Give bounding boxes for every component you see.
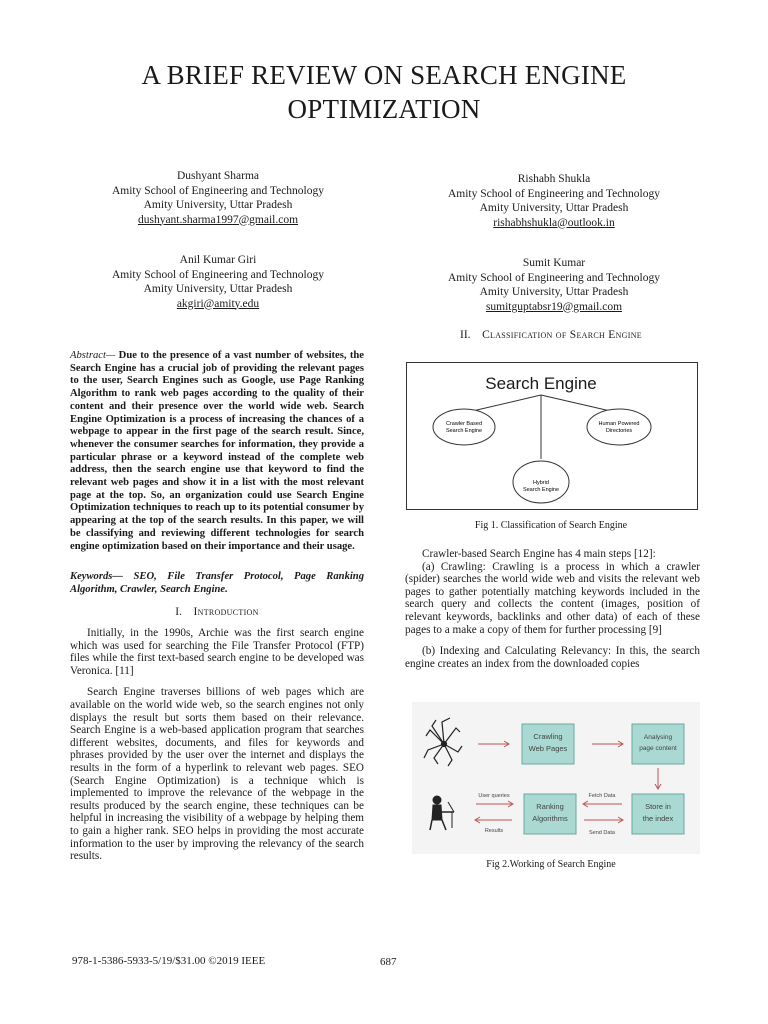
arrow-icon: [478, 741, 509, 747]
box-analysing-label-2: page content: [639, 745, 677, 752]
author-university: Amity University, Uttar Pradesh: [143, 199, 293, 211]
author-affiliation: Amity School of Engineering and Technology: [111, 268, 324, 281]
box-ranking-label-2: Algorithms: [532, 814, 568, 823]
paper-title: [60, 58, 708, 126]
crawler-paragraphs: [405, 548, 700, 670]
user-at-desk-icon: [430, 796, 454, 830]
fig1-node-human: [587, 409, 651, 445]
author-block-1: [68, 169, 368, 227]
arrow-icon: [476, 801, 513, 807]
author-name: Sumit Kumar: [522, 257, 586, 269]
fig1-node-crawler-label-2: Search Engine: [445, 428, 483, 434]
box-ranking-label-1: Ranking: [536, 802, 564, 811]
figure-2-caption: Fig 2.Working of Search Engine: [486, 859, 616, 870]
section-number: II.: [460, 329, 471, 341]
box-crawling-label-1: Crawling: [533, 732, 563, 741]
box-crawling-label-2: Web Pages: [528, 744, 568, 753]
arrow-icon: [584, 817, 623, 823]
fig1-title: Search Engine: [485, 374, 597, 393]
author-email-link[interactable]: akgiri@amity.edu: [176, 297, 260, 310]
section-number: I.: [175, 606, 182, 618]
box-store-label-2: the index: [642, 814, 674, 823]
arrow-left-icon: [475, 817, 512, 823]
figure-1-diagram: [407, 363, 697, 509]
label-results: Results: [484, 828, 504, 834]
author-name: Rishabh Shukla: [517, 173, 591, 185]
section-heading-introduction: [70, 606, 364, 618]
author-block-3: [68, 253, 368, 311]
author-university: Amity University, Uttar Pradesh: [479, 286, 629, 298]
author-name: Dushyant Sharma: [176, 170, 260, 182]
author-block-2: [404, 172, 704, 230]
fig1-node-hybrid-label-1: Hybrid: [533, 480, 549, 486]
section-title: Introduction: [193, 606, 259, 618]
figure-1-caption: Fig 1. Classification of Search Engine: [474, 520, 628, 531]
intro-paragraphs: [70, 627, 364, 863]
crawler-intro-paragraph: Crawler-based Search Engine has 4 main steps [12]:: [422, 548, 656, 560]
box-analysing-page-content: [632, 724, 684, 764]
indexing-paragraph: (b) Indexing and Calculating Relevancy: In this, the search engine creates an index from the downloaded copies: [405, 645, 700, 670]
figure-2-working: [412, 702, 700, 854]
section-heading-classification: [404, 329, 698, 341]
fig1-node-human-label-2: Directories: [605, 428, 633, 434]
author-affiliation: Amity School of Engineering and Technology: [111, 184, 324, 197]
author-email-link[interactable]: rishabhshukla@outlook.in: [493, 216, 615, 229]
abstract-label: Abstract—: [70, 350, 116, 361]
fig1-node-crawler: [433, 409, 495, 445]
fig1-node-hybrid-label-2: Search Engine: [522, 487, 560, 493]
box-analysing-label-1: Analysing: [643, 734, 673, 741]
abstract-text: Due to the presence of a vast number of websites, the Search Engine has a crucial job of providing the relevant pages to the user, Search Engines such as Google, use Page Ranking Algorithm to rank web pages according to the quality of their content and their presence over the world wide web. Search Engine Optimization is a process of increasing the chances of a webpage to appear in the first page of the search result. Since, whenever the consumer searches for information, they provide a particular phrase or a keyword instead of the complete web address, then the search engine use that keyword to find the relevant web pages and show it in a list with the most relevant page at the top. So, an organization could use Search Engine Optimization techniques to reach up to its potential consumer by appearing at the top of the search results. In this paper, we will be classifying and reviewing different technologies for search engine optimization based on their importance and their usage.: [70, 350, 364, 552]
label-fetch-data: Fetch Data: [588, 793, 616, 799]
arrow-down-icon: [655, 768, 661, 789]
arrow-icon: [592, 741, 623, 747]
box-store-label-1: Store in: [645, 802, 671, 811]
author-block-4: [404, 256, 704, 314]
label-user-queries: User queries: [478, 793, 510, 799]
author-email-link[interactable]: dushyant.sharma1997@gmail.com: [137, 213, 299, 226]
fig1-node-human-label-1: Human Powered: [598, 421, 640, 427]
title-line-2: OPTIMIZATION: [287, 94, 481, 124]
author-name: Anil Kumar Giri: [179, 254, 257, 266]
figure-1-classification: [406, 362, 698, 510]
keywords: Keywords— SEO, File Transfer Protocol, Page Ranking Algorithm, Crawler, Search Engine.: [70, 571, 364, 595]
author-university: Amity University, Uttar Pradesh: [479, 202, 629, 214]
title-line-1: A BRIEF REVIEW ON SEARCH ENGINE: [141, 60, 627, 90]
page-number: 687: [380, 956, 397, 968]
crawling-paragraph: (a) Crawling: Crawling is a process in which a crawler (spider) searches the world wide web and visits the relevant web pages to gather potentially matching keywords included in the search query and collects the content (images, position of relevant keywords, backlinks and other data) of each of these pages to a make a copy of them for further processing [9]: [405, 560, 700, 636]
figure-2-diagram: [412, 702, 700, 854]
author-affiliation: Amity School of Engineering and Technology: [447, 271, 660, 284]
intro-paragraph-1: Initially, in the 1990s, Archie was the first search engine which was used for searching the File Transfer Protocol (FTP) files while the first text-based search engine to be developed was Veronica. [11]: [70, 627, 364, 677]
label-send-data: Send Data: [589, 830, 615, 836]
fig1-node-crawler-label-1: Crawler Based: [445, 421, 483, 427]
abstract: [70, 350, 364, 553]
arrow-left-icon: [583, 801, 622, 807]
section-title: Classification of Search Engine: [482, 329, 642, 341]
spider-icon: [424, 718, 462, 766]
footer-isbn: 978-1-5386-5933-5/19/$31.00 ©2019 IEEE: [72, 955, 266, 967]
author-email-link[interactable]: sumitguptabsr19@gmail.com: [485, 300, 623, 313]
intro-paragraph-2: Search Engine traverses billions of web pages which are available on the world wide web, so the search engines not only displays the result but sorts them based on their relevance. Search Engine is a web-based application program that searches different websites, documents, and files for keywords and phrases provided by the user over the internet and displays the results in the form of a hyperlink to relevant web pages. SEO (Search Engine Optimization) is a technique which is implemented to improve the relevance of the webpage in the results produced by the search engine, these techniques can be helpful in increasing the visibility of a webpage by helping them to gain a higher rank. SEO helps in providing the most accurate information to the user by improving the relevancy of the search results.: [70, 686, 364, 863]
author-university: Amity University, Uttar Pradesh: [143, 283, 293, 295]
author-affiliation: Amity School of Engineering and Technology: [447, 187, 660, 200]
